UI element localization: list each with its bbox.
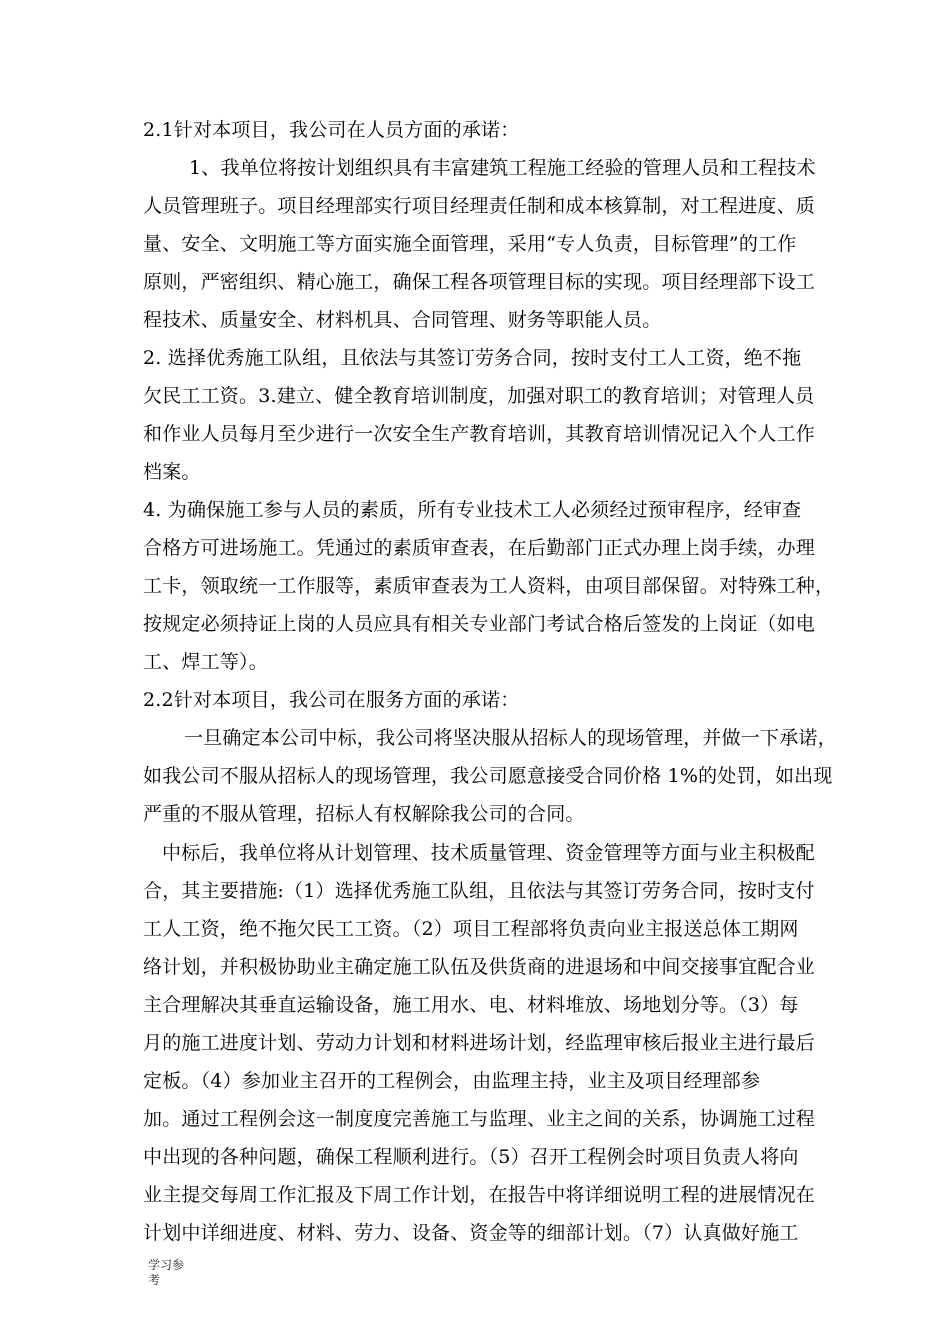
paragraph-line: 4. 为确保施工参与人员的素质，所有专业技术工人必须经过预审程序，经审查 xyxy=(143,499,802,521)
paragraph-line: 按规定必须持证上岗的人员应具有相关专业部门考试合格后签发的上岗证（如电 xyxy=(143,613,816,635)
paragraph-line: 一旦确定本公司中标，我公司将坚决服从招标人的现场管理，并做一下承诺， xyxy=(184,727,837,749)
footer-text-line: 学习参 xyxy=(148,1258,185,1272)
paragraph-line: 2. 选择优秀施工队组，且依法与其签订劳务合同，按时支付工人工资，绝不拖 xyxy=(143,347,802,369)
paragraph-line: 工人工资，绝不拖欠民工工资。（2）项目工程部将负责向业主报送总体工期网 xyxy=(143,918,799,940)
paragraph-line: 和作业人员每月至少进行一次安全生产教育培训，其教育培训情况记入个人工作 xyxy=(143,423,816,445)
paragraph-line: 人员管理班子。项目经理部实行项目经理责任制和成本核算制，对工程进度、质 xyxy=(143,195,816,217)
paragraph-line: 原则，严密组织、精心施工，确保工程各项管理目标的实现。项目经理部下设工 xyxy=(143,271,816,293)
paragraph-line: 加。通过工程例会这一制度度完善施工与监理、业主之间的关系，协调施工过程 xyxy=(143,1108,816,1130)
paragraph-line: 络计划，并积极协助业主确定施工队伍及供货商的进退场和中间交接事宜配合业 xyxy=(143,956,816,978)
paragraph-line: 档案。 xyxy=(143,461,201,483)
paragraph-line: 计划中详细进度、材料、劳力、设备、资金等的细部计划。（7）认真做好施工 xyxy=(143,1222,799,1244)
paragraph-line: 1、我单位将按计划组织具有丰富建筑工程施工经验的管理人员和工程技术 xyxy=(189,157,816,179)
paragraph-line: 合格方可进场施工。凭通过的素质审查表，在后勤部门正式办理上岗手续，办理 xyxy=(143,537,816,559)
paragraph-line: 工、焊工等）。 xyxy=(143,651,268,673)
paragraph-line: 程技术、质量安全、材料机具、合同管理、财务等职能人员。 xyxy=(143,309,662,331)
paragraph-line: 工卡，领取统一工作服等，素质审查表为工人资料，由项目部保留。对特殊工种， xyxy=(143,575,835,597)
paragraph-line: 如我公司不服从招标人的现场管理，我公司愿意接受合同价格 1%的处罚，如出现 xyxy=(143,765,833,787)
paragraph-line: 量、安全、文明施工等方面实施全面管理，采用“专人负责，目标管理”的工作 xyxy=(143,233,797,255)
paragraph-line: 中标后，我单位将从计划管理、技术质量管理、资金管理等方面与业主积极配 xyxy=(162,842,815,864)
section-heading-2-2: 2.2针对本项目，我公司在服务方面的承诺： xyxy=(143,689,520,711)
paragraph-line: 定板。（4）参加业主召开的工程例会，由监理主持，业主及项目经理部参 xyxy=(143,1070,761,1092)
page-footer xyxy=(148,1258,184,1288)
paragraph-line: 月的施工进度计划、劳动力计划和材料进场计划，经监理审核后报业主进行最后 xyxy=(143,1032,816,1054)
paragraph-line: 合，其主要措施:（1）选择优秀施工队组，且依法与其签订劳务合同，按时支付 xyxy=(143,880,815,902)
paragraph-line: 严重的不服从管理，招标人有权解除我公司的合同。 xyxy=(143,803,585,825)
section-heading-2-1: 2.1针对本项目，我公司在人员方面的承诺： xyxy=(143,119,520,141)
paragraph-line: 中出现的各种问题，确保工程顺利进行。（5）召开工程例会时项目负责人将向 xyxy=(143,1146,799,1168)
paragraph-line: 业主提交每周工作汇报及下周工作计划，在报告中将详细说明工程的进展情况在 xyxy=(143,1184,816,1206)
paragraph-line: 主合理解决其垂直运输设备，施工用水、电、材料堆放、场地划分等。（3）每 xyxy=(143,994,799,1016)
footer-text-line: 考 xyxy=(148,1273,161,1287)
paragraph-line: 欠民工工资。3.建立、健全教育培训制度，加强对职工的教育培训；对管理人员 xyxy=(143,385,815,407)
